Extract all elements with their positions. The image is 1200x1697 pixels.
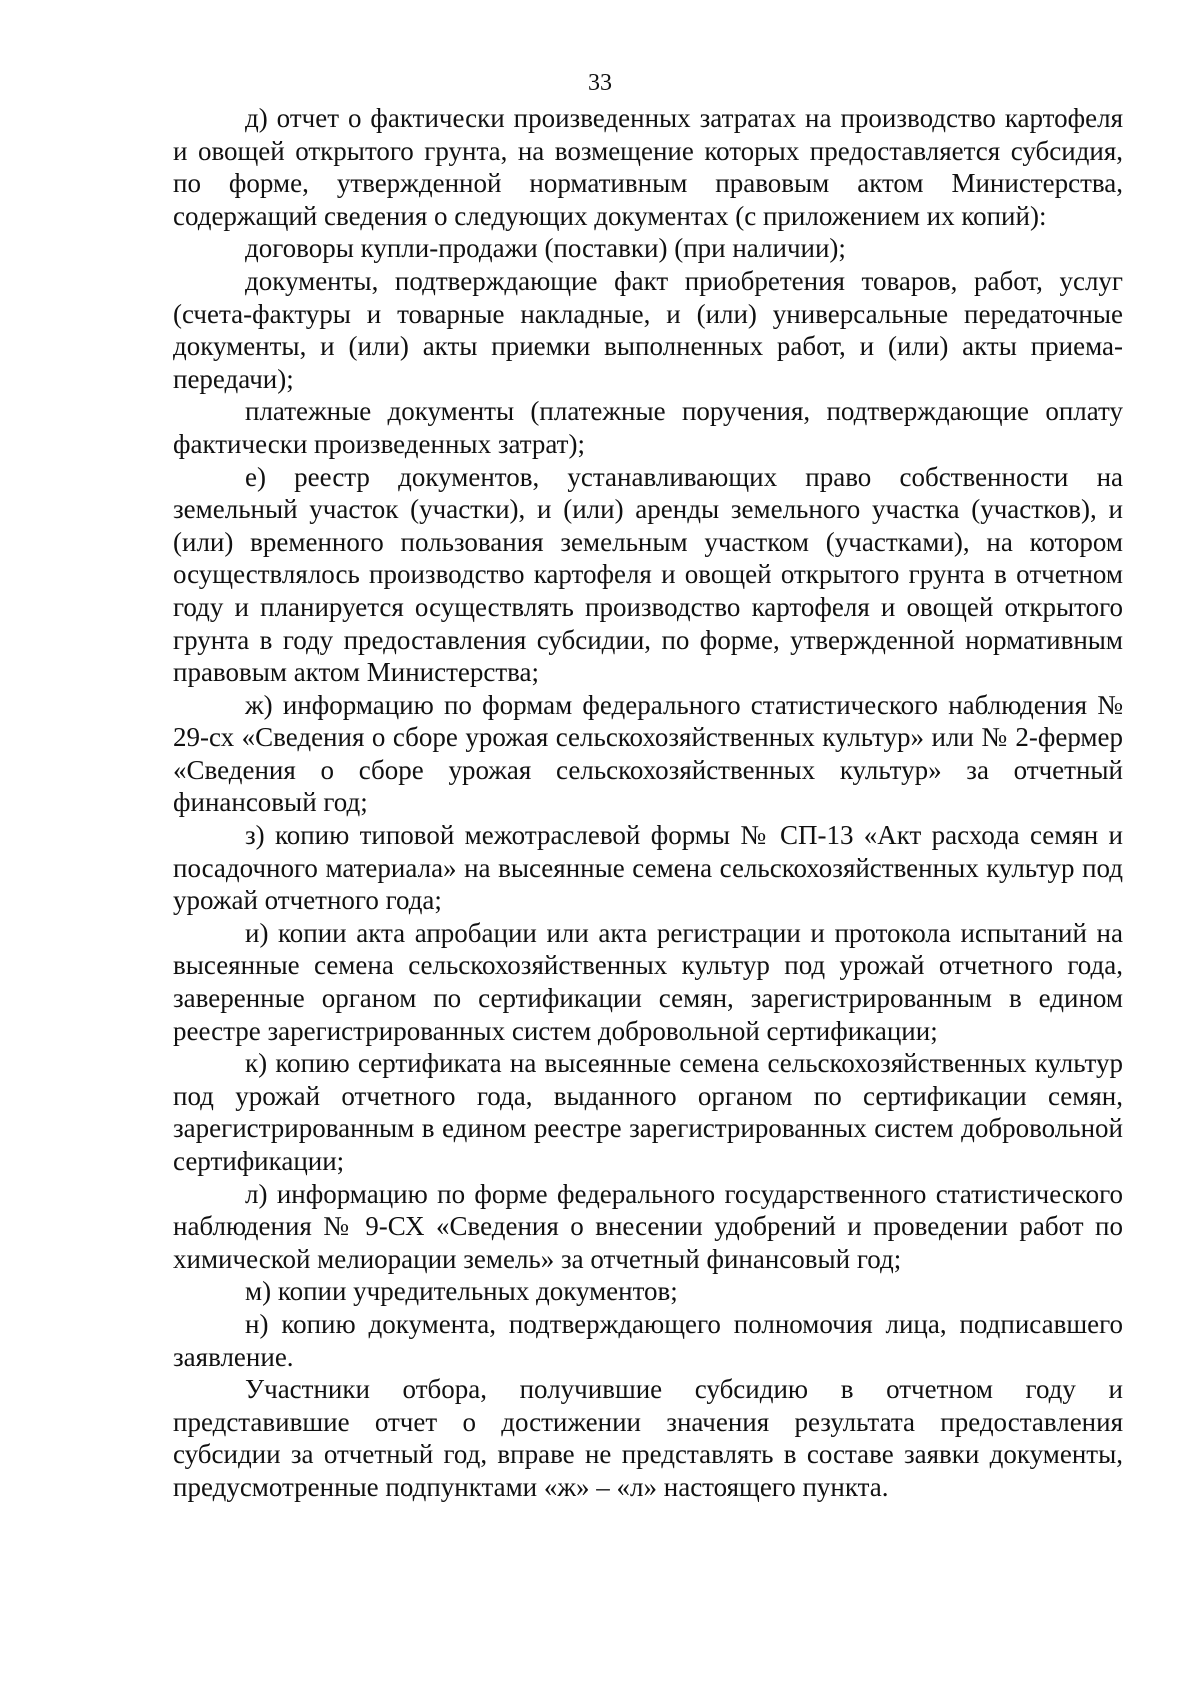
paragraph-i-approbation: и) копии акта апробации или акта регистрации и протокола испытаний на высеянные семена сельскохозяйственных культур под урожай отчетного года, заверенные органом по сертификации семян, зарегистрированным в едином реестре зарегистрированных систем добровольной сертификации; xyxy=(173,917,1123,1046)
document-body xyxy=(173,102,1123,1504)
page-number: 33 xyxy=(588,70,612,96)
paragraph-zh-statistics: ж) информацию по формам федерального статистического наблюдения № 29-сх «Сведения о сборе урожая сельскохозяйственных культур» или № 2-фермер «Сведения о сборе урожая сельскохозяйственных культур» за отчетный финансовый год; xyxy=(173,689,1123,818)
paragraph-payment-documents: платежные документы (платежные поручения, подтверждающие оплату фактически произведенных затрат); xyxy=(173,396,1123,459)
paragraph-purchase-documents: документы, подтверждающие факт приобретения товаров, работ, услуг (счета-фактуры и товарные накладные, и (или) универсальные передаточные документы, и (или) акты приемки выполненных работ, и (или) акты приема-передачи); xyxy=(173,265,1123,394)
paragraph-l-fertilizer-form: л) информацию по форме федерального государственного статистического наблюдения № 9-СХ «Сведения о внесении удобрений и проведении работ по химической мелиорации земель» за отчетный финансовый год; xyxy=(173,1178,1123,1274)
paragraph-z-sp13-form: з) копию типовой межотраслевой формы № СП-13 «Акт расхода семян и посадочного материала» на высеянные семена сельскохозяйственных культур под урожай отчетного года; xyxy=(173,820,1123,916)
paragraph-k-certificate: к) копию сертификата на высеянные семена сельскохозяйственных культур под урожай отчетного года, выданного органом по сертификации семян, зарегистрированным в едином реестре зарегистрированных систем добровольной сертификации; xyxy=(173,1048,1123,1176)
paragraph-sale-contracts: договоры купли-продажи (поставки) (при наличии); xyxy=(245,233,846,264)
paragraph-n-authority-doc: н) копию документа, подтверждающего полномочия лица, подписавшего заявление. xyxy=(173,1308,1123,1372)
paragraph-e-land-registry: е) реестр документов, устанавливающих право собственности на земельный участок (участки), и (или) аренды земельного участка (участков), и (или) временного пользования земельным участком (участками), на котором осуществлялось производство картофеля и овощей открытого грунта в отчетном году и планируется осуществлять производство картофеля и овощей открытого грунта в году предоставления субсидии, по форме, утвержденной нормативным правовым актом Министерства; xyxy=(173,461,1123,688)
paragraph-m-founding-docs: м) копии учредительных документов; xyxy=(245,1276,678,1307)
paragraph-participants-note: Участники отбора, получившие субсидию в отчетном году и представившие отчет о достижении значения результата предоставления субсидии за отчетный год, вправе не представлять в составе заявки документы, предусмотренные подпунктами «ж» – «л» настоящего пункта. xyxy=(173,1374,1123,1502)
paragraph-d-report: д) отчет о фактически произведенных затратах на производство картофеля и овощей открытого грунта, на возмещение которых предоставляется субсидия, по форме, утвержденной нормативным правовым актом Министерства, содержащий сведения о следующих документах (с приложением их копий): xyxy=(173,103,1123,231)
